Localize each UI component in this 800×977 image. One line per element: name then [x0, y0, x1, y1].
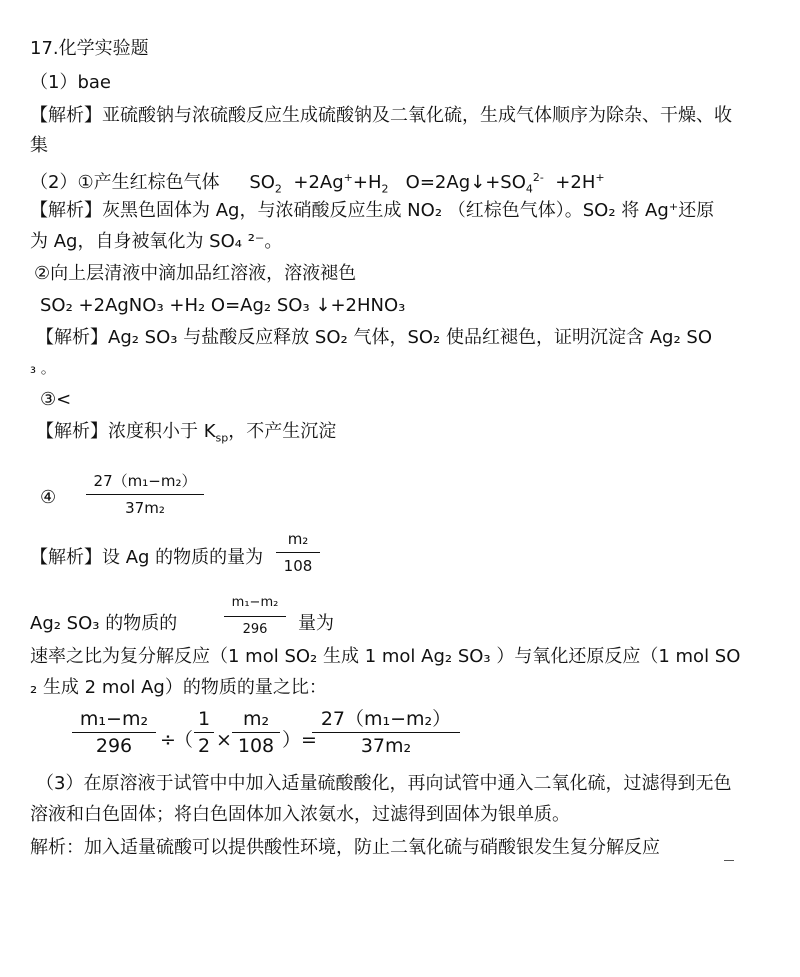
decorative-dash — [724, 860, 734, 861]
q2-4-explanation-line4: ₂ 生成 2 mol Ag）的物质的量之比： — [30, 677, 327, 698]
q2-2-explanation-line1: 【解析】Ag₂ SO₃ 与盐酸反应释放 SO₂ 气体，SO₂ 使品红褪色，证明沉淀含 Ag₂ SO — [36, 327, 712, 348]
q2-4-explanation-line1: 【解析】设 Ag 的物质的量为 — [30, 547, 264, 568]
formula-fraction-2: 1 2 — [194, 708, 214, 757]
q2-3-explanation: 【解析】浓度积小于 $K_{sp}$，不产生沉淀 — [36, 421, 337, 445]
q3-answer-line1: （3）在原溶液于试管中中加入适量硫酸酸化，再向试管中通入二氧化硫，过滤得到无色 — [36, 773, 732, 794]
q2-1-equation: $SO_2 +2Ag^++H_2$ $O=2Ag↓+SO_4^{2-} +2H^+$ — [249, 171, 605, 196]
q3-answer-line2: 溶液和白色固体；将白色固体加入浓氨水，过滤得到固体为银单质。 — [30, 804, 570, 825]
q2-4-label: ④ — [40, 487, 57, 508]
ag-amount-fraction: m₂ 108 — [276, 528, 320, 577]
q3-explanation: 解析：加入适量硫酸可以提供酸性环境，防止二氧化硫与硝酸银发生复分解反应 — [30, 837, 660, 858]
q2-4-explanation-line2-suffix: 量为 — [298, 613, 334, 634]
formula-fraction-1: m₁−m₂ 296 — [72, 708, 156, 757]
ag2so3-amount-fraction: m₁−m₂ 296 — [224, 592, 286, 641]
q1-answer: （1）bae — [30, 72, 111, 93]
fraction-denominator: 37m₂ — [125, 499, 165, 517]
q1-explanation-line2: 集 — [30, 135, 48, 156]
q2-2-equation: SO₂ +2AgNO₃ +H₂ O=Ag₂ SO₃ ↓+2HNO₃ — [40, 295, 406, 316]
q2-1-explanation-line2: 为 Ag，自身被氧化为 SO₄ ²⁻。 — [30, 231, 283, 252]
q2-4-explanation-line2: Ag₂ SO₃ 的物质的 — [30, 613, 178, 634]
fraction-numerator: 27（m₁−m₂） — [93, 472, 197, 490]
q2-2-explanation-line2: ₃ 。 — [30, 359, 56, 377]
formula-fraction-3: m₂ 108 — [232, 708, 280, 757]
q2-4-answer-fraction — [86, 470, 204, 519]
left-paren: （ — [174, 729, 194, 751]
q2-3-answer: ③< — [40, 389, 72, 410]
q2-2-answer: ②向上层清液中滴加品红溶液，溶液褪色 — [34, 263, 357, 284]
q1-explanation-line1: 【解析】亚硫酸钠与浓硫酸反应生成硫酸钠及二氧化硫，生成气体顺序为除杂、干燥、收 — [30, 105, 732, 126]
q2-1-prefix: （2）①产生红棕色气体 — [30, 172, 220, 193]
formula-result-fraction: 27（m₁−m₂） 37m₂ — [312, 708, 460, 757]
division-sign: ÷ — [160, 729, 176, 751]
right-paren-equals: ）= — [282, 729, 317, 751]
q2-1-explanation-line1: 【解析】灰黑色固体为 Ag，与浓硝酸反应生成 NO₂ （红棕色气体）。SO₂ 将 Ag⁺还原 — [30, 200, 715, 221]
multiplication-sign: × — [216, 729, 232, 751]
q2-1-answer — [30, 166, 605, 202]
q2-4-explanation-line3: 速率之比为复分解反应（1 mol SO₂ 生成 1 mol Ag₂ SO₃ ）与氧化还原反应（1 mol SO — [30, 646, 741, 667]
question-title: 17.化学实验题 — [30, 38, 149, 59]
